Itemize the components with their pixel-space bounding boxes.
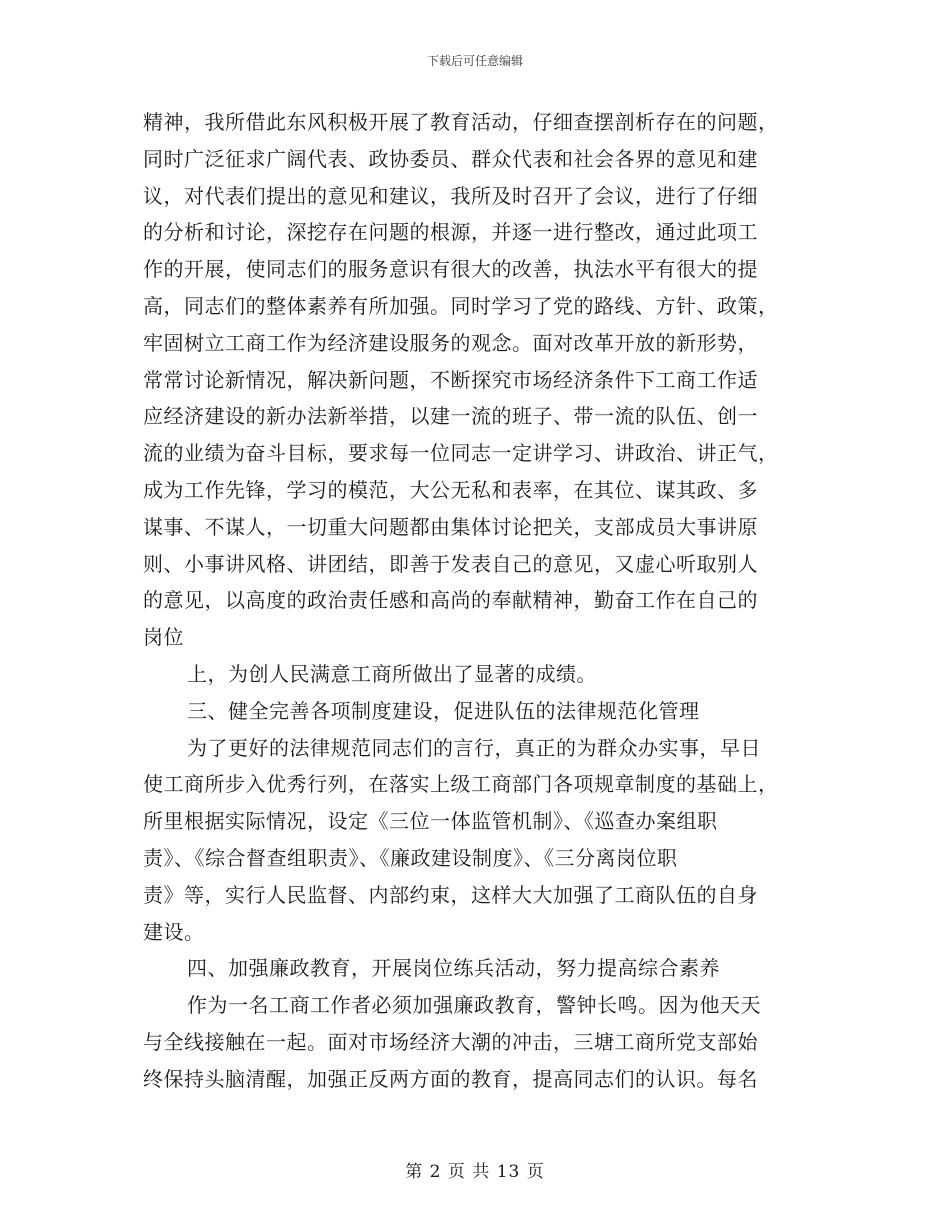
- text-line: 作为一名工商工作者必须加强廉政教育，警钟长鸣。因为他天天: [187, 993, 761, 1018]
- text-line: 成为工作先锋，学习的模范，大公无私和表率，在其位、谋其政、多: [143, 477, 758, 502]
- document-body: [143, 104, 813, 1098]
- text-line: 责》、《综合督查组职责》、《廉政建设制度》、《三分离岗位职: [143, 845, 678, 870]
- text-line: 流的业绩为奋斗目标，要求每一位同志一定讲学习、讲政治、讲正气，: [143, 441, 779, 466]
- text-line: 精神，我所借此东风积极开展了教育活动，仔细查摆剖析存在的问题，: [143, 110, 779, 134]
- section-heading: 三、健全完善各项制度建设，促进队伍的法律规范化管理: [187, 698, 700, 723]
- text-line: 为了更好的法律规范同志们的言行，真正的为群众办实事，早日: [187, 735, 761, 760]
- text-line: 常常讨论新情况，解决新问题，不断探究市场经济条件下工商工作适: [143, 367, 758, 392]
- text-line: 上，为创人民满意工商所做出了显著的成绩。: [187, 661, 597, 686]
- text-line: 岗位: [143, 625, 184, 650]
- text-line: 与全线接触在一起。面对市场经济大潮的冲击，三塘工商所党支部始: [143, 1029, 758, 1054]
- text-line: 的分析和讨论，深挖存在问题的根源，并逐一进行整改，通过此项工: [143, 220, 758, 245]
- text-line: 责》等，实行人民监督、内部约束，这样大大加强了工商队伍的自身: [143, 882, 758, 907]
- text-line: 牢固树立工商工作为经济建设服务的观念。面对改革开放的新形势，: [143, 330, 758, 355]
- text-line: 终保持头脑清醒，加强正反两方面的教育，提高同志们的认识。每名: [143, 1066, 758, 1091]
- text-line: 作的开展，使同志们的服务意识有很大的改善，执法水平有很大的提: [143, 257, 758, 282]
- text-line: 谋事、不谋人，一切重大问题都由集体讨论把关，支部成员大事讲原: [143, 514, 758, 539]
- text-line: 应经济建设的新办法新举措，以建一流的班子、带一流的队伍、创一: [143, 404, 758, 429]
- text-line: 议，对代表们提出的意见和建议，我所及时召开了会议，进行了仔细: [143, 183, 758, 208]
- text-line: 所里根据实际情况，设定《三位一体监管机制》、《巡查办案组职: [143, 809, 718, 834]
- text-line: 高，同志们的整体素养有所加强。同时学习了党的路线、方针、政策，: [143, 293, 779, 318]
- text-line: 的意见，以高度的政治责任感和高尚的奉献精神，勤奋工作在自己的: [143, 588, 758, 613]
- text-line: 使工商所步入优秀行列，在落实上级工商部门各项规章制度的基础上，: [143, 772, 779, 797]
- section-heading: 四、加强廉政教育，开展岗位练兵活动，努力提高综合素养: [187, 956, 720, 981]
- text-line: 则、小事讲风格、讲团结，即善于发表自己的意见，又虚心听取别人: [143, 551, 758, 576]
- page-number: 第 2 页 共 13 页: [405, 1162, 545, 1182]
- text-line: 建设。: [143, 919, 205, 944]
- page-header-note: 下载后可任意编辑: [426, 54, 523, 68]
- text-line: 同时广泛征求广阔代表、政协委员、群众代表和社会各界的意见和建: [143, 146, 758, 171]
